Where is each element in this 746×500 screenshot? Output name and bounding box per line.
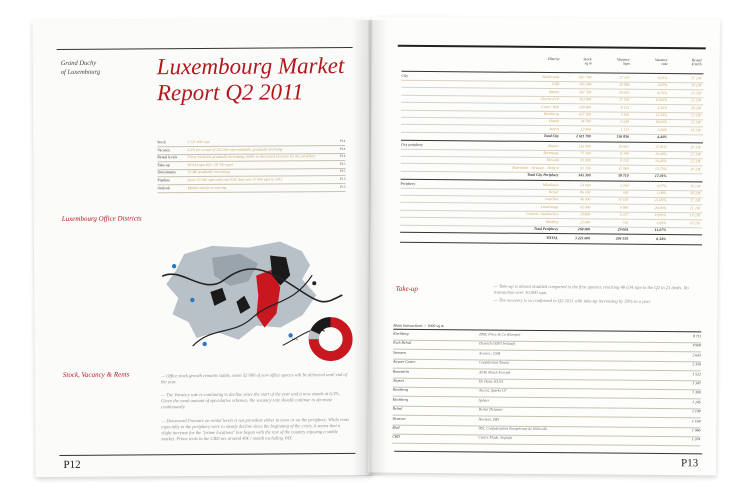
transaction-size: 1 074 bbox=[691, 437, 701, 442]
top-rule bbox=[57, 47, 353, 50]
section-title-takeup: Take-up bbox=[395, 284, 418, 293]
key-figure-ref: P15 bbox=[339, 161, 346, 166]
table-cell: 22 23€ bbox=[690, 159, 701, 164]
group-name: Periphery bbox=[400, 181, 416, 186]
transaction-tenant: AFW, Dutch Everyth bbox=[478, 370, 511, 375]
table-cell: 4,30% bbox=[657, 105, 668, 110]
transaction-tenant: Belval Delatour bbox=[478, 407, 503, 412]
total-cell: 2 611 700 bbox=[575, 134, 591, 139]
key-figure-value: Market slowly recovering bbox=[187, 185, 227, 190]
key-figure-label: Rental levels bbox=[157, 155, 178, 160]
table-cell: 8 199 bbox=[620, 151, 629, 156]
transaction-location: Strassen bbox=[393, 350, 406, 355]
table-cell: 4,07% bbox=[656, 183, 667, 188]
table-cell: Boulevards bbox=[542, 74, 560, 80]
bottom-rule-right bbox=[394, 451, 702, 455]
transaction-location: Mail bbox=[392, 425, 400, 430]
key-figure-row bbox=[158, 185, 346, 193]
transaction-tenant: Sphaer bbox=[478, 398, 490, 403]
table-cell: 13,75% bbox=[654, 166, 667, 171]
transaction-location: Bourmicht bbox=[392, 369, 409, 374]
transaction-location: Kirchberg bbox=[393, 331, 409, 336]
table-cell: 5 436 bbox=[620, 112, 630, 117]
key-figure-ref: P14 bbox=[339, 146, 346, 151]
table-cell: Airport bbox=[547, 143, 559, 148]
table-cell: 27 119 bbox=[619, 75, 630, 80]
table-cell: 1 113 bbox=[620, 127, 630, 132]
key-figure-ref: P14 bbox=[339, 138, 346, 144]
transaction-size: 1 109 bbox=[691, 409, 701, 414]
table-cell: 22 000 bbox=[580, 127, 592, 132]
report-title-line1: Luxembourg Market bbox=[156, 53, 345, 80]
table-cell: 86 100 bbox=[579, 190, 591, 195]
table-cell: 8 132 bbox=[620, 159, 629, 164]
table-cell: Münsbach bbox=[542, 182, 559, 187]
table-cell: 28 23€ bbox=[690, 83, 702, 88]
vacancy-donut-chart bbox=[306, 315, 354, 363]
grand-total-cell: 6,34% bbox=[656, 237, 667, 242]
table-cell: 189 600 bbox=[578, 104, 592, 110]
group-name: City periphery bbox=[400, 142, 423, 147]
table-header bbox=[372, 16, 720, 67]
table-cell: Capellen bbox=[544, 197, 559, 202]
table-cell: 17,91% bbox=[655, 144, 667, 149]
left-page bbox=[32, 19, 371, 477]
table-cell: 30 610 bbox=[618, 90, 630, 95]
table-cell: 720 bbox=[622, 220, 629, 225]
transaction-size: 2 350 bbox=[692, 362, 701, 367]
table-cell: Autres bbox=[549, 126, 560, 131]
table-cell: 6 240 bbox=[620, 120, 630, 125]
table-cell: 16 23€ bbox=[689, 220, 701, 225]
table-cell: 10,00% bbox=[655, 98, 668, 103]
table-header-cell: Vacancy Sqm bbox=[616, 57, 630, 66]
table-header-cell: Stock sq m bbox=[583, 57, 592, 66]
table-cell: 16 23€ bbox=[689, 213, 701, 218]
country-label: Grand Duchy of Luxembourg bbox=[60, 59, 101, 76]
paragraph-vacancy: — The Vacancy rate is continuing to decline since the start of the year and it now stands at 6,3%. Given the weak amount of speculative schemes, the vacancy rate should continue to decrease continuously. bbox=[161, 391, 341, 410]
table-header-cell: District bbox=[548, 57, 560, 62]
key-figure-value: Some 52 000 sqm until end 2011 And over 57 000 sqm in 2012 bbox=[187, 177, 283, 183]
table-cell: 23 000 bbox=[579, 219, 591, 224]
table-cell: 16,45% bbox=[655, 159, 667, 164]
table-cell: 1,09% bbox=[656, 190, 667, 196]
key-figure-label: Pipeline bbox=[157, 178, 170, 183]
table-cell: 427 500 bbox=[578, 112, 592, 117]
table-cell: Hamm bbox=[548, 119, 560, 124]
total-cell: Total City Periphery bbox=[527, 173, 559, 178]
table-cell: 18,00% bbox=[655, 120, 668, 125]
total-cell: 268 000 bbox=[577, 227, 591, 232]
key-figure-label: Investments bbox=[157, 170, 176, 175]
total-cell: Total Periphery bbox=[533, 226, 559, 232]
table-cell: 54 000 bbox=[580, 182, 591, 187]
transaction-tenant: BNR, Price & Co (Europe) bbox=[479, 332, 521, 337]
table-cell: 18 23€ bbox=[689, 191, 701, 196]
transaction-row bbox=[392, 434, 700, 447]
transaction-location: Kirchberg bbox=[392, 397, 408, 402]
transaction-location: Strassen bbox=[392, 416, 406, 421]
table-cell: Bourmicht - Strassen - Helfent bbox=[512, 165, 559, 170]
table-cell: 20 23€ bbox=[690, 167, 701, 172]
table-cell: 28 23€ bbox=[690, 105, 702, 110]
table-cell: 91 100 bbox=[580, 166, 591, 171]
transactions-header: Main transactions > 1000 sq m bbox=[393, 322, 444, 329]
table-cell: 21 23€ bbox=[689, 206, 701, 211]
table-cell: 29 996 bbox=[618, 83, 630, 88]
table-cell: 21,06% bbox=[654, 198, 667, 203]
table-cell: 263 000 bbox=[578, 97, 592, 102]
table-cell: 21 23€ bbox=[690, 98, 702, 103]
section-title-districts: Luxembourg Office Districts bbox=[61, 214, 142, 223]
table-cell: Belval bbox=[548, 190, 559, 195]
total-cell: 136 836 bbox=[616, 134, 629, 139]
right-page bbox=[368, 16, 720, 475]
table-cell: 2 200 bbox=[619, 183, 629, 188]
table-cell: Windhof bbox=[545, 219, 559, 224]
key-figure-label: Vacancy bbox=[157, 147, 171, 152]
paragraph-rents: — Downward Pressure on rental levels is not prevalent either in town or on the periphery. While rents especially in the periphery were to steady decline since the beginning of the crisis, it seems that a slight increase for the "prime locations" has begun with the rest of the country enjoying a stable market. Prime rents in the CBD are around 40€ / month excluding VAT. bbox=[161, 416, 350, 442]
total-cell: 17,01% bbox=[654, 174, 667, 179]
transaction-location: Esch Belval bbox=[393, 341, 412, 346]
table-cell: 20 800 bbox=[579, 212, 591, 217]
table-cell: 12,38% bbox=[655, 112, 668, 118]
table-cell: 4,01% bbox=[657, 75, 668, 81]
total-cell: 11,07% bbox=[654, 227, 667, 233]
table-cell: CBD bbox=[551, 82, 560, 87]
table-cell: Station bbox=[548, 89, 560, 94]
key-figure-ref: P14 bbox=[339, 154, 346, 159]
transaction-tenant: IDS, Confederation Européenne de Vellecolti bbox=[478, 426, 547, 432]
table-cell: 345 300 bbox=[579, 82, 592, 87]
key-figure-ref: P15 bbox=[339, 176, 346, 182]
takeup-paragraph-2: — The recovery is so confirmed in Q2 2011 with take-up increasing by 59% in a year. bbox=[493, 297, 651, 304]
table-header-row bbox=[402, 55, 704, 72]
transaction-size: 4 900 bbox=[692, 343, 702, 348]
transaction-location: CBD bbox=[392, 435, 400, 440]
key-figure-value: 6.3% for a total of 204 000 sqm available, gradually declining bbox=[187, 147, 283, 152]
table-cell: 11 969 bbox=[618, 166, 629, 171]
table-cell: 8 900 bbox=[619, 205, 629, 210]
table-cell: 34 700 bbox=[580, 119, 592, 124]
table-cell: 22 23€ bbox=[690, 152, 701, 157]
table-cell: 16 23€ bbox=[690, 183, 701, 188]
transaction-tenant: Horizon, IMS bbox=[478, 417, 500, 422]
table-cell: 37 23€ bbox=[690, 76, 702, 81]
key-figure-ref: P15 bbox=[339, 169, 346, 174]
grand-total-cell: 3 225 000 bbox=[574, 236, 591, 241]
report-title-line2: Report Q2 2011 bbox=[156, 79, 304, 106]
table-cell: Contern / Sandweiler bbox=[525, 212, 559, 217]
transaction-size: 1 300 bbox=[692, 390, 701, 395]
table-cell: 6 237 bbox=[619, 212, 629, 217]
transaction-size: 2 635 bbox=[692, 353, 702, 358]
key-figure-label: Stock bbox=[157, 140, 166, 145]
total-cell: 29 004 bbox=[617, 227, 629, 232]
table-cell: 8 122 bbox=[620, 105, 630, 110]
donut-label-1: 14% bbox=[291, 337, 299, 342]
table-cell: 540 bbox=[622, 190, 629, 195]
key-figure-label: Outlook bbox=[157, 185, 171, 190]
table-cell: 25 662 bbox=[618, 144, 629, 149]
transaction-size: 1 522 bbox=[692, 371, 701, 376]
transaction-tenant: Ascent, Sparks LP bbox=[478, 388, 507, 394]
table-cell: 19,00% bbox=[654, 213, 667, 218]
grand-total-cell: TOTAL bbox=[546, 236, 559, 241]
transaction-location: Kirchberg bbox=[392, 388, 409, 393]
key-figure-value: 33 M€ gradually increasing bbox=[187, 170, 230, 175]
transaction-tenant: Deutsch (ASPI Ireland) bbox=[479, 341, 515, 347]
grand-total-cell: 204 559 bbox=[615, 237, 629, 242]
table-cell: Leudelange bbox=[540, 204, 559, 209]
table-cell: 5,69% bbox=[657, 83, 668, 88]
table-cell: 10 182 bbox=[617, 198, 629, 203]
total-cell: 4,44% bbox=[657, 135, 667, 140]
table-cell: Bertrange bbox=[543, 150, 559, 156]
table-cell: Kirchberg bbox=[543, 111, 560, 117]
table-cell: 20,00% bbox=[654, 205, 667, 210]
table-cell: 136 300 bbox=[578, 143, 591, 148]
group-name: City bbox=[401, 73, 409, 78]
bottom-rule bbox=[59, 453, 355, 456]
table-cell: Centre Ville bbox=[541, 104, 560, 109]
table-cell: 22 23€ bbox=[690, 120, 702, 125]
transaction-size: 1 245 bbox=[692, 400, 701, 405]
table-cell: 667 700 bbox=[579, 75, 592, 80]
table-header-cell: Vacancy rate bbox=[654, 57, 668, 67]
key-figure-ref: P15 bbox=[339, 184, 346, 189]
table-cell: 367 700 bbox=[578, 90, 592, 95]
transaction-tenant: Arcotec, CSM bbox=[479, 351, 501, 356]
table-cell: 20 23€ bbox=[690, 144, 701, 149]
table-cell: 21 23€ bbox=[689, 198, 701, 203]
table-cell: 93 000 bbox=[580, 158, 591, 163]
transaction-size: 1 066 bbox=[691, 428, 701, 433]
page-number-left: P12 bbox=[63, 458, 81, 471]
table-cell: 3,00% bbox=[656, 220, 667, 225]
transaction-location: Airport Center bbox=[392, 359, 416, 365]
total-cell: Total City bbox=[543, 134, 559, 139]
paragraph-stock: — Office stock growth remains stable, some 52 000 of new office spaces will be delivered until end of the year. bbox=[160, 371, 348, 385]
total-cell: 58 710 bbox=[618, 173, 629, 178]
transaction-tenant: De Haas, KLSA bbox=[478, 379, 503, 384]
table-cell: 46 000 bbox=[579, 197, 591, 202]
transaction-tenant: Confidential Tenant bbox=[478, 360, 510, 365]
table-cell: 8,33% bbox=[657, 90, 668, 95]
top-rule-right bbox=[398, 45, 706, 50]
transaction-tenant: Centre Etude, Sografa bbox=[478, 435, 513, 441]
section-title-stock: Stock, Vacancy & Rents bbox=[62, 370, 130, 379]
transaction-location: Belval bbox=[392, 406, 403, 411]
table-cell: 27 700 bbox=[618, 97, 630, 102]
table-cell: 10,00% bbox=[655, 151, 667, 157]
donut-label-2: 71% bbox=[326, 341, 334, 346]
table-cell: 22 23€ bbox=[690, 113, 702, 118]
table-cell: 18 23€ bbox=[690, 128, 702, 133]
key-figure-label: Take-up bbox=[157, 163, 170, 168]
table-header-cell: Rental €/m²/h bbox=[691, 58, 702, 67]
table-cell: 23 23€ bbox=[690, 91, 702, 96]
total-cell: 345 300 bbox=[578, 173, 591, 178]
table-cell: 77 200 bbox=[580, 151, 591, 156]
table-cell: 2,00% bbox=[657, 127, 668, 132]
table-cell: Howald bbox=[546, 158, 559, 163]
transaction-size: 8 711 bbox=[692, 334, 702, 339]
table-cell: 42 000 bbox=[579, 205, 591, 210]
takeup-paragraph-1: — Take-up is almost doubled compared to the first quarter, reaching 48 634 sqm in the Q2 in 23 deals. No transaction over 10,000 sqm. bbox=[493, 283, 689, 296]
page-number-right: P13 bbox=[680, 457, 699, 470]
transaction-size: 1 164 bbox=[691, 418, 701, 423]
transaction-location: Airport bbox=[392, 378, 405, 383]
key-figure-value: Prime locations gradually increasing, stable to decreased pressure for the periphery bbox=[187, 154, 316, 160]
key-figure-value: 3 225 000 sqm bbox=[187, 139, 210, 145]
key-figure-value: 98 634 sqm (Q1: 28 700 sqm) bbox=[187, 162, 233, 167]
table-cell: Cloche d'Or bbox=[540, 97, 560, 102]
transaction-size: 1 347 bbox=[692, 381, 701, 386]
